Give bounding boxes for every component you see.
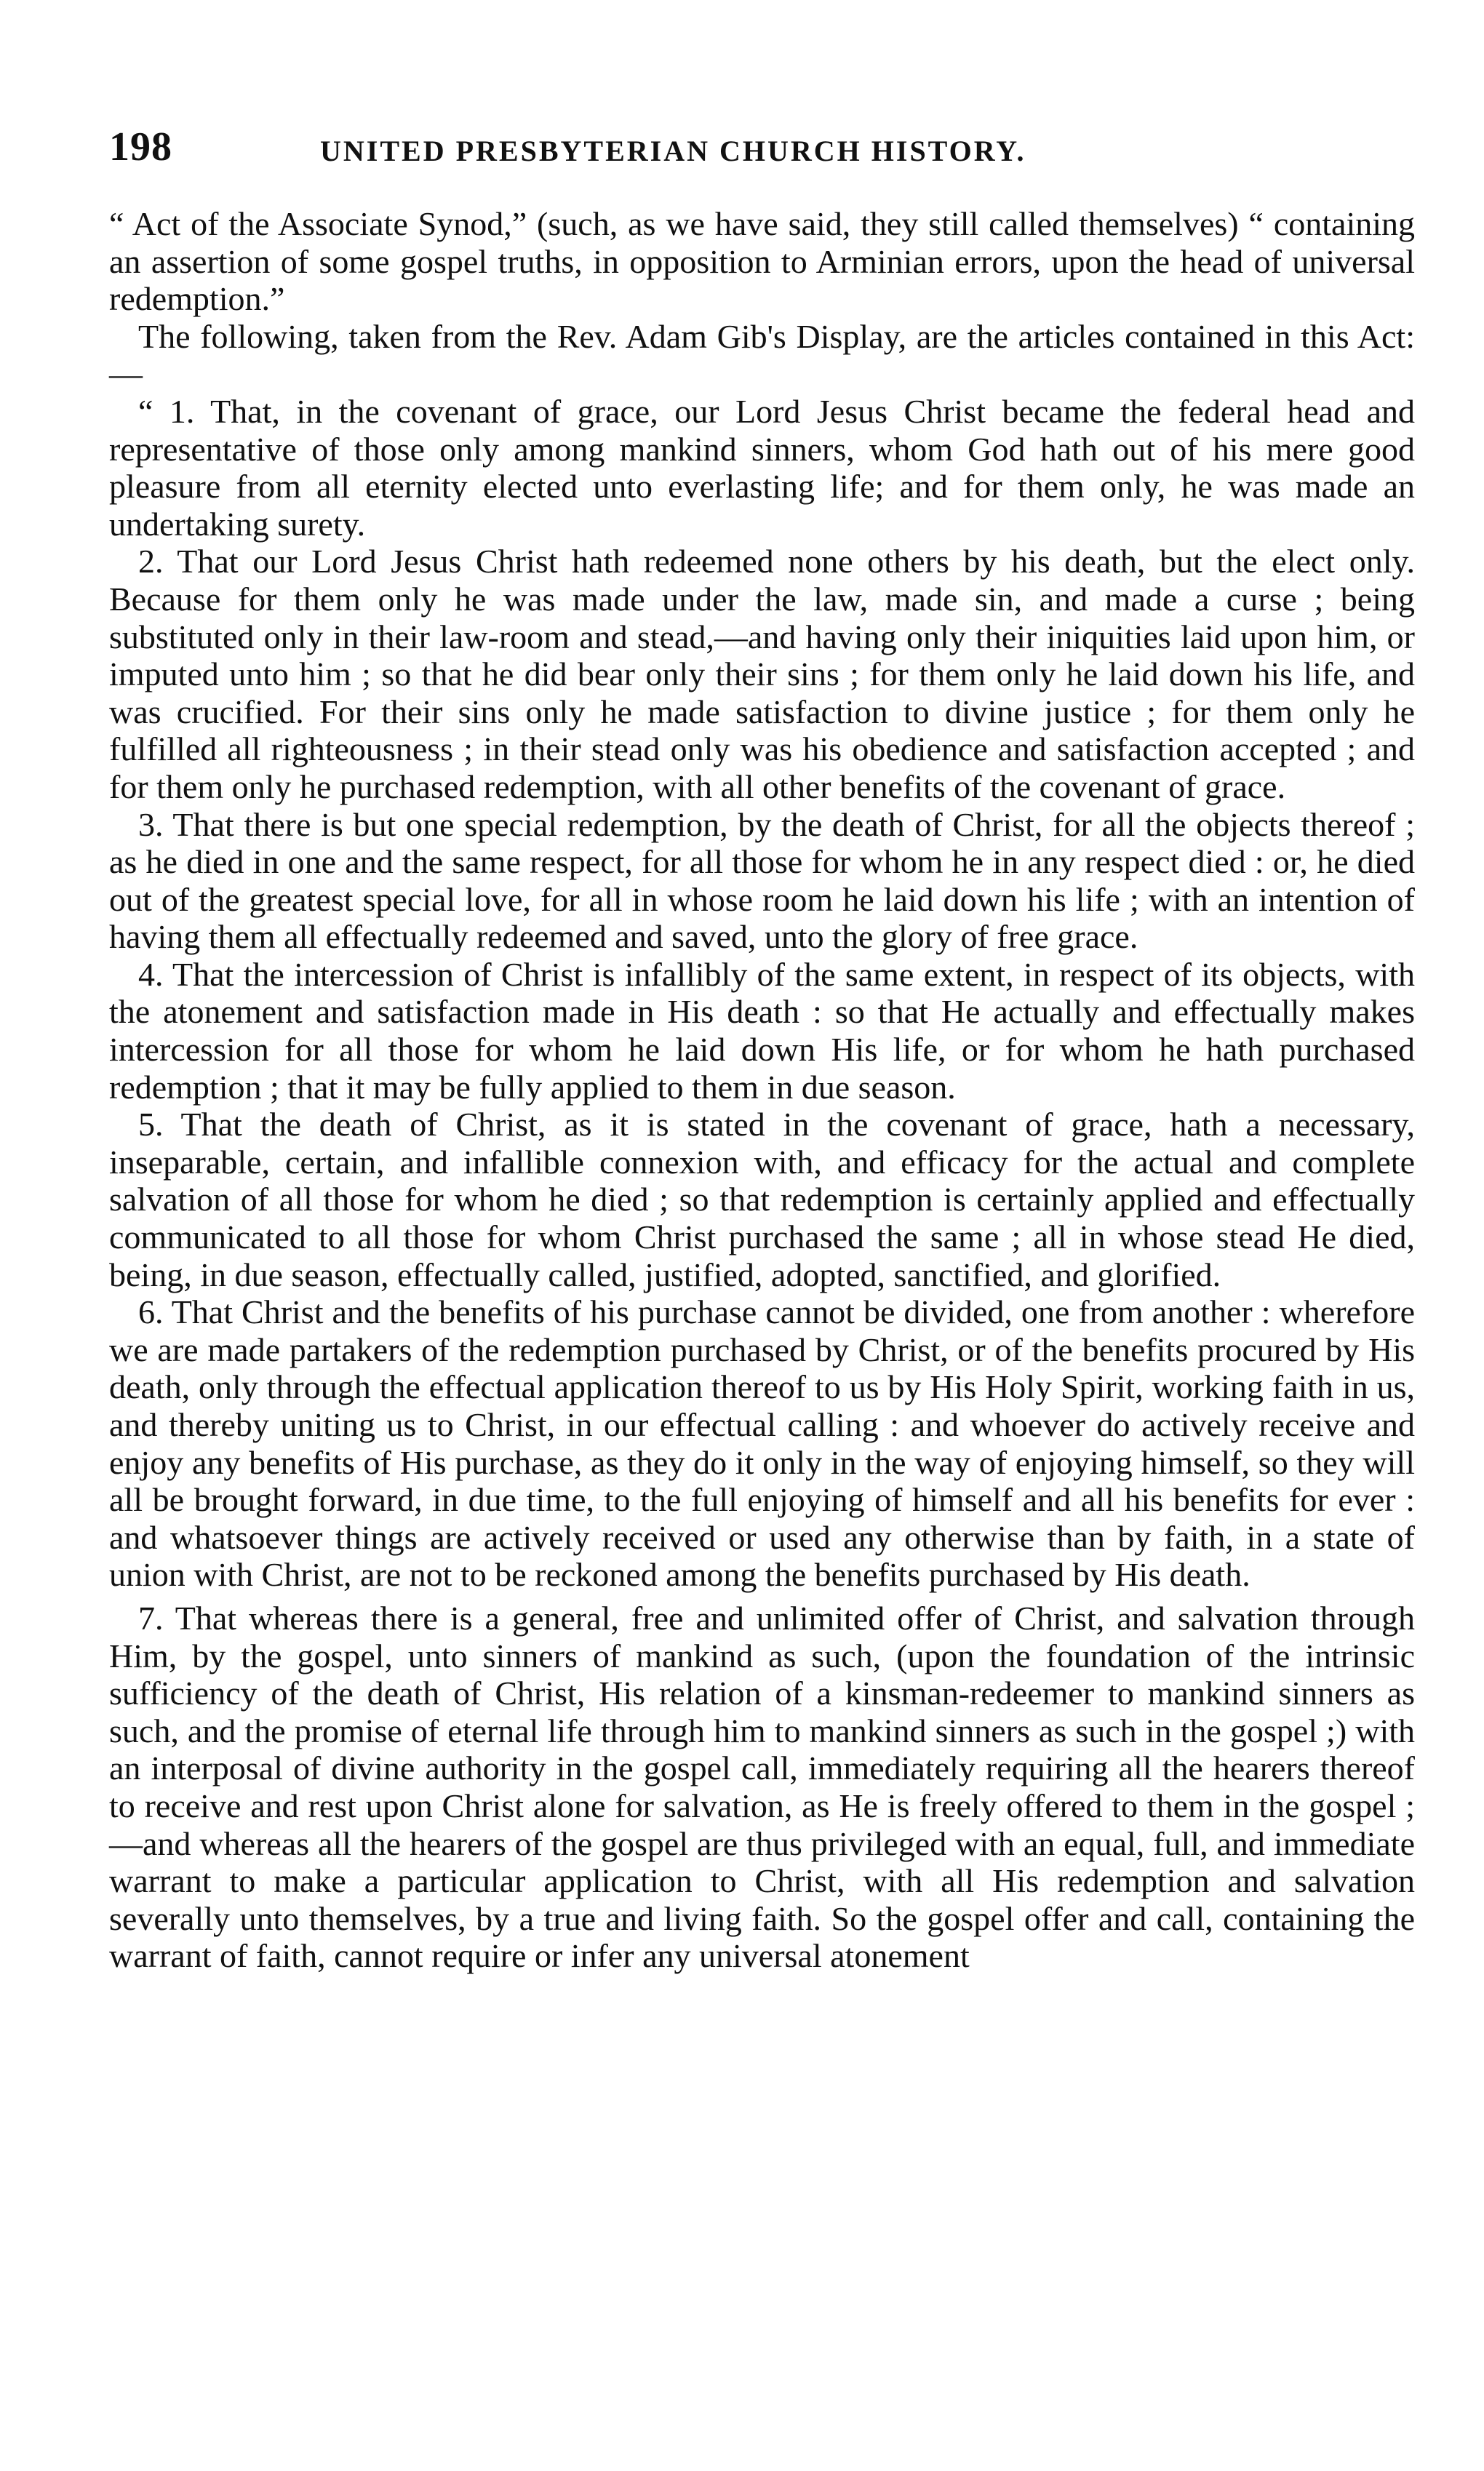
body-text [109,205,1415,1975]
paragraph-articles-lead: The following, taken from the Rev. Adam Gib's Display, are the articles contained in this Act:— [109,317,1415,393]
page-number: 198 [109,124,172,169]
article-3: 3. That there is but one special redemption, by the death of Christ, for all the objects thereof ; as he died in one and the same respect, for all those for whom he in any respect died : or, he died out of the greatest special love, for all in whose room he laid down his life ; with an intention of having them all effectually redeemed and saved, unto the glory of free grace. [109,805,1415,956]
article-7: 7. That whereas there is a general, free and unlimited offer of Christ, and salvation through Him, by the gospel, unto sinners of mankind as such, (upon the foundation of the intrinsic sufficiency of the death of Christ, His relation of a kinsman-redeemer to mankind sinners as such, and the promise of eternal life through him to mankind sinners as such in the gospel ;) with an interposal of divine authority in the gospel call, immediately requiring all the hearers thereof to receive and rest upon Christ alone for salvation, as He is freely offered to them in the gospel ;—and whereas all the hearers of the gospel are thus privileged with an equal, full, and immediate warrant to make a particular application to Christ, with all His redemption and salvation severally unto themselves, by a true and living faith. So the gospel offer and call, containing the warrant of faith, cannot require or infer any universal atonement [109,1599,1415,1975]
document-page [109,124,1415,1975]
paragraph-intro: “ Act of the Associate Synod,” (such, as we have said, they still called themselves) “ containing an assertion of some gospel truths, in opposition to Arminian errors, upon the head of universal redemption.” [109,205,1415,318]
article-1: “ 1. That, in the covenant of grace, our Lord Jesus Christ became the federal head and representative of those only among mankind sinners, whom God hath out of his mere good pleasure from all eternity elected unto everlasting life; and for them only, he was made an undertaking surety. [109,392,1415,543]
article-6: 6. That Christ and the benefits of his purchase cannot be divided, one from another : wherefore we are made partakers of the redemption purchased by Christ, or of the benefits procured by His death, only through the effectual application thereof to us by His Holy Spirit, working faith in us, and thereby uniting us to Christ, in our effectual calling : and whoever do actively receive and enjoy any benefits of His purchase, as they do it only in the way of enjoying himself, so they will all be brought forward, in due time, to the full enjoying of himself and all his benefits for ever : and whatsoever things are actively received or used any otherwise than by faith, in a state of union with Christ, are not to be reckoned among the benefits purchased by His death. [109,1293,1415,1594]
article-5: 5. That the death of Christ, as it is stated in the covenant of grace, hath a necessary, inseparable, certain, and infallible connexion with, and efficacy for the actual and complete salvation of all those for whom he died ; so that redemption is certainly applied and effectually communicated to all those for whom Christ purchased the same ; all in whose stead He died, being, in due season, effectually called, justified, adopted, sanctified, and glorified. [109,1106,1415,1293]
running-title: UNITED PRESBYTERIAN CHURCH HISTORY. [320,135,1026,167]
running-header [109,124,1415,189]
article-2: 2. That our Lord Jesus Christ hath redeemed none others by his death, but the elect only. Because for them only he was made under the law, made sin, and made a curse ; being substituted only in their law-room and stead,—and having only their iniquities laid upon him, or imputed unto him ; so that he did bear only their sins ; for them only he laid down his life, and was crucified. For their sins only he made satisfaction to divine justice ; for them only he fulfilled all righteousness ; in their stead only was his obedience and satisfaction accepted ; and for them only he purchased redemption, with all other benefits of the covenant of grace. [109,543,1415,805]
article-4: 4. That the intercession of Christ is infallibly of the same extent, in respect of its objects, with the atonement and satisfaction made in His death : so that He actually and effectually makes intercession for all those for whom he laid down His life, or for whom he hath purchased redemption ; that it may be fully applied to them in due season. [109,955,1415,1106]
